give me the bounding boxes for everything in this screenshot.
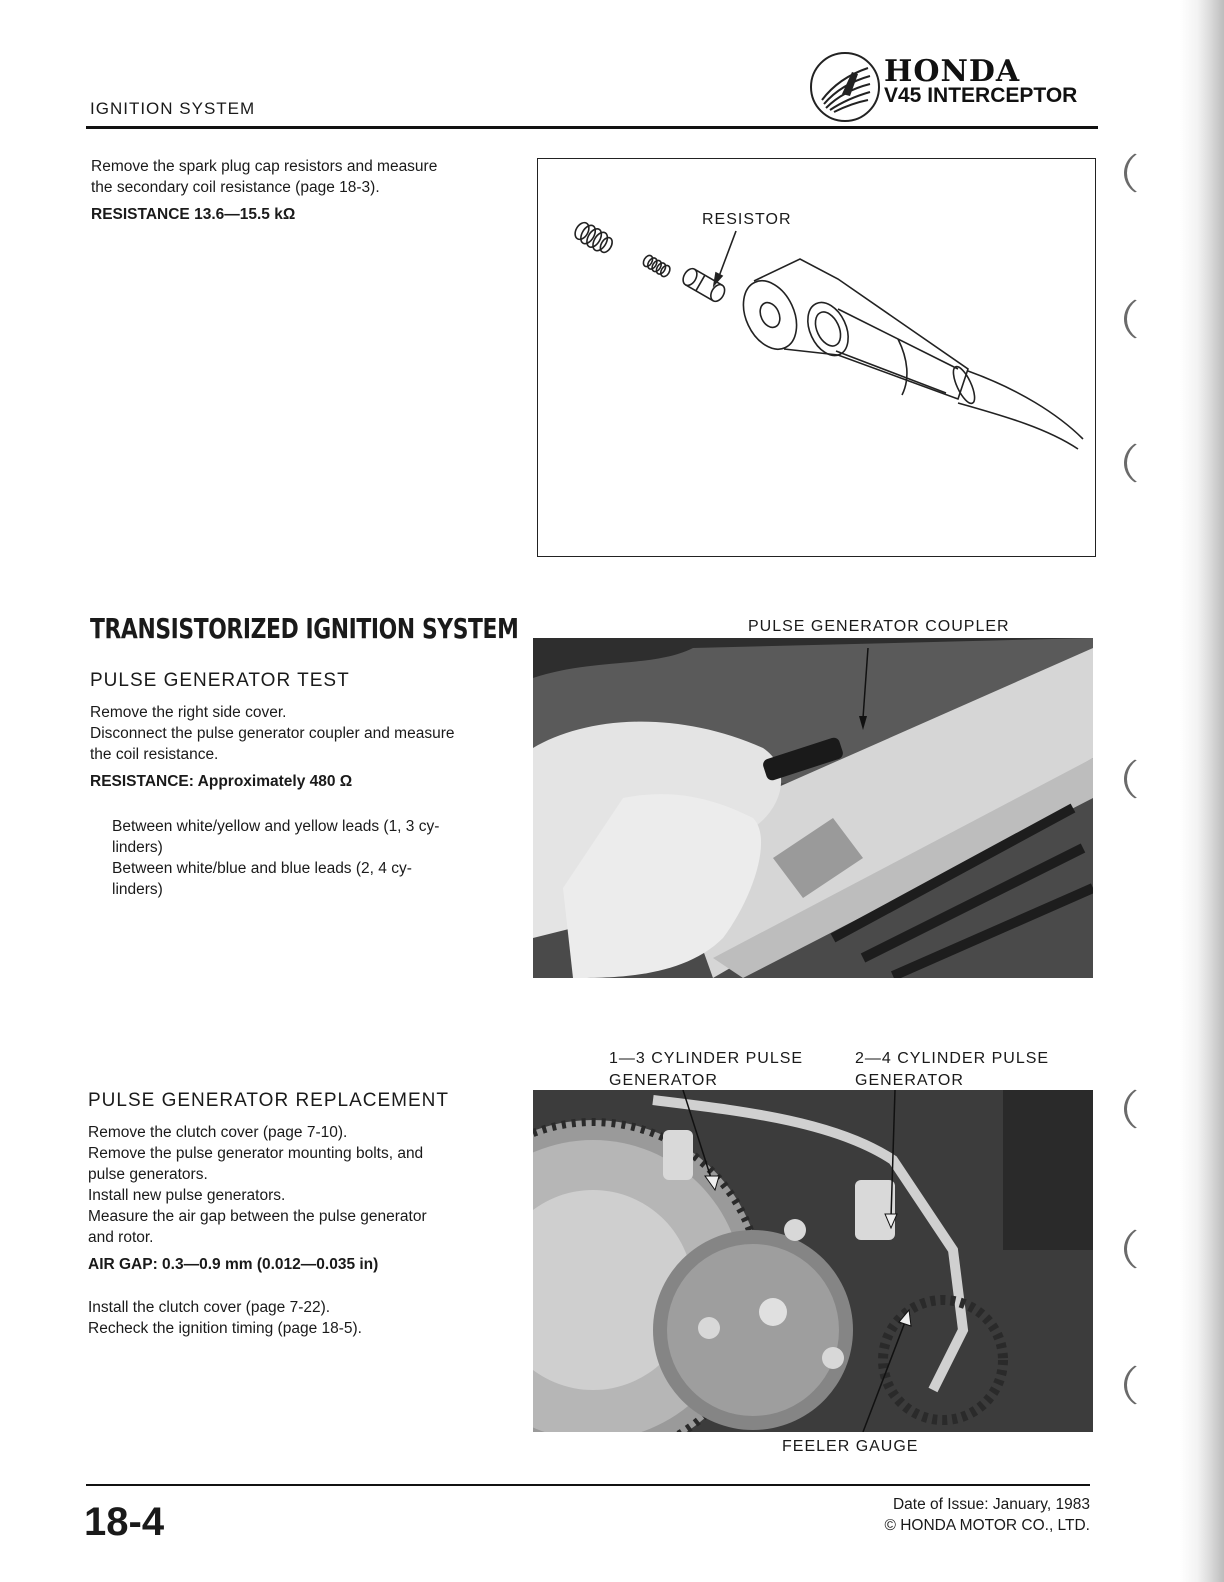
binder-hole (1124, 1362, 1171, 1408)
pulse-generator-13-label (609, 1048, 803, 1092)
brand-name: HONDA (884, 54, 1021, 89)
instruction-line: Remove the right side cover. (90, 704, 287, 721)
label-line: 2—4 CYLINDER PULSE (855, 1050, 1050, 1067)
instruction-line: Remove the pulse generator mounting bolts, and (88, 1145, 424, 1162)
resistor-label: RESISTOR (702, 211, 792, 228)
label-line: GENERATOR (855, 1072, 964, 1089)
coupler-photo (533, 638, 1093, 978)
instruction-line: Install new pulse generators. (88, 1187, 286, 1204)
feeler-gauge-label: FEELER GAUGE (782, 1438, 919, 1455)
label-line: 1—3 CYLINDER PULSE (609, 1050, 804, 1067)
wing-logo-icon (810, 52, 880, 122)
rotor-photo (533, 1090, 1093, 1432)
resistor-figure (537, 158, 1096, 557)
instruction-line: Disconnect the pulse generator coupler and measure (90, 725, 455, 742)
binder-hole (1124, 1226, 1171, 1272)
binder-hole (1124, 756, 1171, 802)
instruction-line: Install the clutch cover (page 7-22). (88, 1299, 331, 1316)
footer-rule (86, 1484, 1090, 1486)
binder-hole (1124, 150, 1171, 196)
instruction-line: and rotor. (88, 1229, 154, 1246)
header-rule (86, 126, 1098, 129)
section-title: IGNITION SYSTEM (90, 99, 256, 118)
copyright: © HONDA MOTOR CO., LTD. (884, 1517, 1090, 1534)
lead-line: linders) (112, 881, 163, 898)
issue-date: Date of Issue: January, 1983 (892, 1496, 1090, 1513)
binder-hole (1124, 440, 1171, 486)
model-name: V45 INTERCEPTOR (884, 84, 1078, 107)
subsection-title: PULSE GENERATOR TEST (90, 670, 350, 691)
page-number: 18-4 (84, 1500, 165, 1544)
coil-spec-value: 13.6—15.5 kΩ (194, 206, 296, 223)
resistance-spec (90, 771, 510, 792)
subsection-title: PULSE GENERATOR REPLACEMENT (88, 1090, 449, 1111)
coil-spec-label: RESISTANCE (91, 206, 190, 223)
binder-hole (1124, 1086, 1171, 1132)
coil-instructions (91, 156, 511, 225)
lead-line: linders) (112, 839, 163, 856)
instruction-line: Measure the air gap between the pulse generator (88, 1208, 427, 1225)
instruction-line: the coil resistance. (90, 746, 219, 763)
replacement-instructions (88, 1122, 508, 1339)
spark-plug-cap-illustration (538, 159, 1095, 556)
pulse-test-instructions (90, 702, 510, 900)
coil-spec (91, 204, 511, 225)
lead-line: Between white/blue and blue leads (2, 4 cy- (112, 860, 412, 877)
binder-edge (1180, 0, 1224, 1582)
resistance-label: RESISTANCE: (90, 773, 194, 790)
resistance-value: Approximately 480 Ω (197, 773, 353, 790)
lead-line: Between white/yellow and yellow leads (1, 3 cy- (112, 818, 440, 835)
pulse-generator-24-label (855, 1048, 1049, 1092)
label-line: GENERATOR (609, 1072, 718, 1089)
coupler-label: PULSE GENERATOR COUPLER (748, 618, 1010, 635)
instruction-line: Recheck the ignition timing (page 18-5). (88, 1320, 362, 1337)
coil-text-line: the secondary coil resistance (page 18-3). (91, 179, 380, 196)
honda-logo (810, 50, 1100, 122)
lead-list (90, 816, 510, 900)
air-gap-spec: AIR GAP: 0.3—0.9 mm (0.012—0.035 in) (88, 1256, 379, 1273)
instruction-line: pulse generators. (88, 1166, 208, 1183)
binder-hole (1124, 296, 1171, 342)
coil-text-line: Remove the spark plug cap resistors and measure (91, 158, 438, 175)
footer-info (800, 1494, 1090, 1536)
instruction-line: Remove the clutch cover (page 7-10). (88, 1124, 348, 1141)
section-heading: TRANSISTORIZED IGNITION SYSTEM (90, 612, 519, 645)
